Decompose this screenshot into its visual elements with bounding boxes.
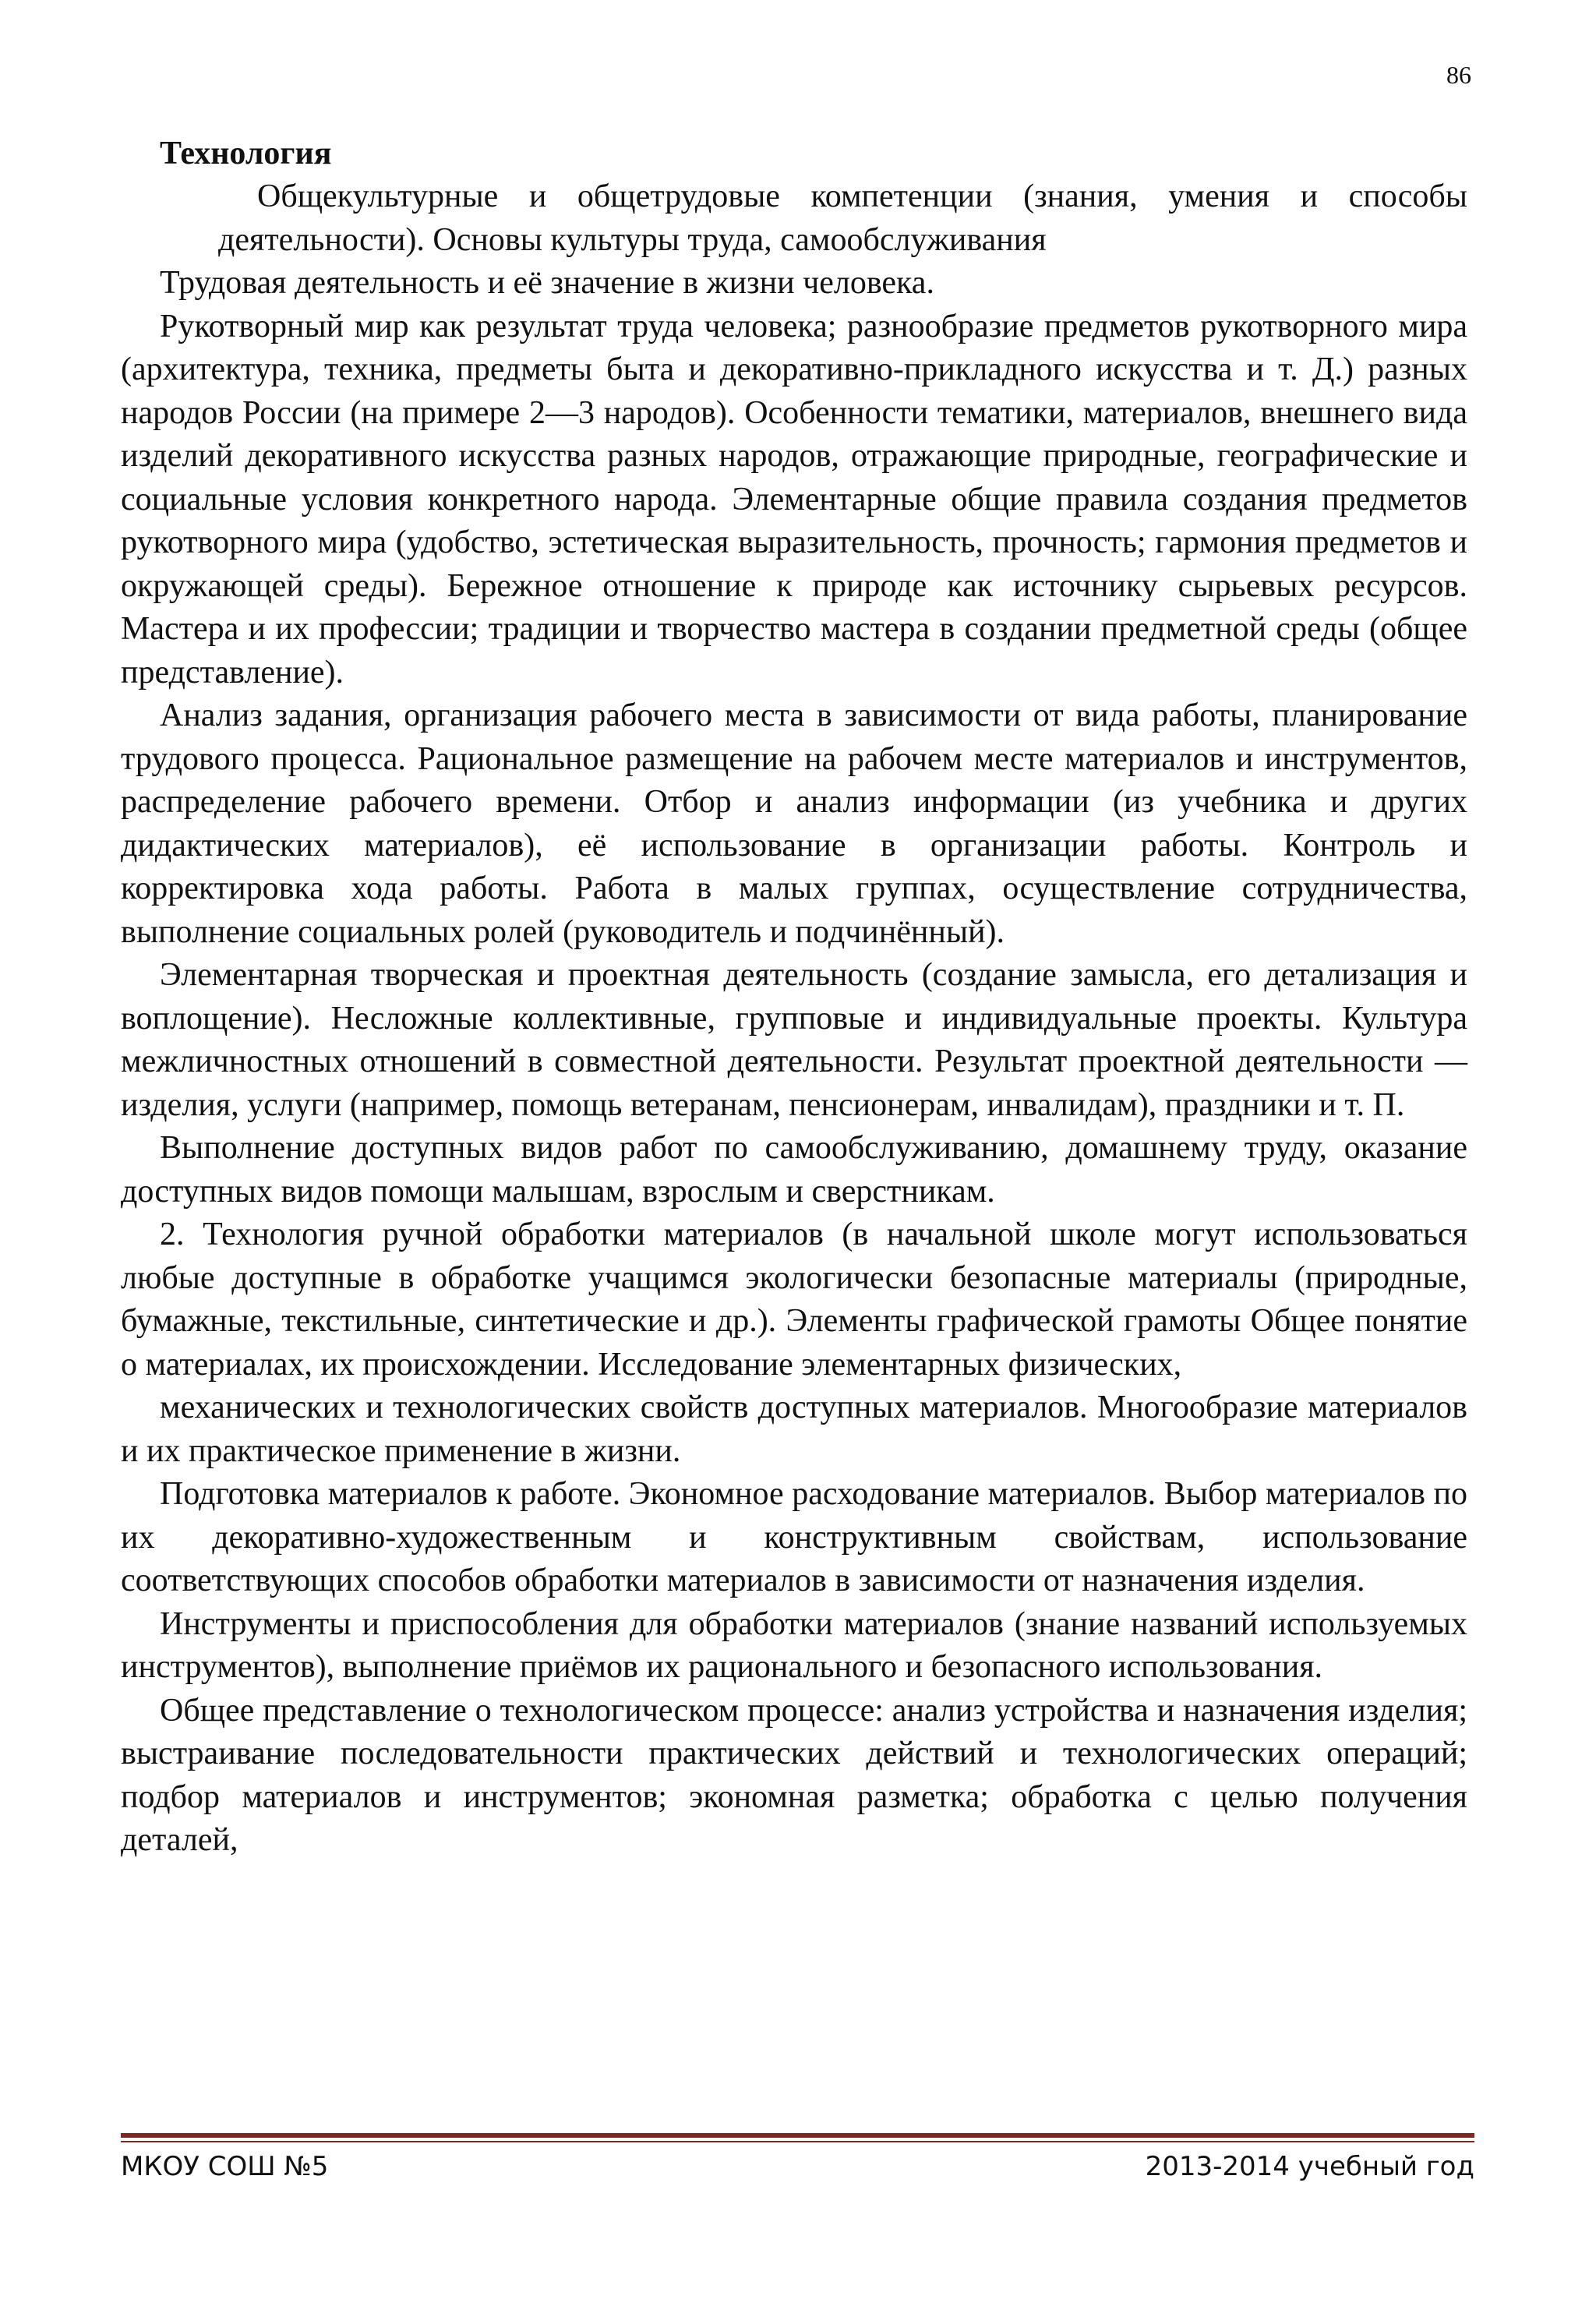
footer-school-name: МКОУ СОШ №5 [121,2151,329,2182]
paragraph: Элементарная творческая и проектная деятельность (создание замысла, его детализация и воплощение). Несложные коллективные, групповые и индивидуальные проекты. Культура межличностных отношений в совместной деятельности. Результат проектной деятельности — изделия, услуги (например, помощь ветеранам, пенсионерам, инвалидам), праздники и т. П. [121,957,1467,1123]
paragraph: Подготовка материалов к работе. Экономное расходование материалов. Выбор материалов по их декоративно-художественным и конструктивным свойствам, использование соответствующих способов обработки материалов в зависимости от назначения изделия. [121,1476,1467,1598]
paragraph: 2. Технология ручной обработки материалов (в начальной школе могут использоваться любые доступные в обработке учащимся экологически безопасные материалы (природные, бумажные, текстильные, синтетические и др.). Элементы графической грамоты Общее понятие о материалах, их происхождении. Исследование элементарных физических, [121,1217,1467,1383]
paragraph: Общее представление о технологическом процессе: анализ устройства и назначения изделия; выстраивание последовательности практических действий и технологических операций; подбор материалов и инструментов; экономная разметка; обработка с целью получения деталей, [121,1692,1467,1858]
paragraph: Трудовая деятельность и её значение в жизни человека. [160,265,934,301]
paragraph: механических и технологических свойств доступных материалов. Многообразие материалов и их практическое применение в жизни. [121,1390,1467,1469]
paragraph: Анализ задания, организация рабочего места в зависимости от вида работы, планирование трудового процесса. Рациональное размещение на рабочем месте материалов и инструментов, распределение рабочего времени. Отбор и анализ информации (из учебника и других дидактических материалов), её использование в организации работы. Контроль и корректировка хода работы. Работа в малых группах, осуществление сотрудничества, выполнение социальных ролей (руководитель и подчинённый). [121,698,1467,950]
section-subheading: Общекультурные и общетрудовые компетенции (знания, умения и способы деятельности). Основы культуры труда, самообслуживания [218,178,1467,258]
paragraph: Выполнение доступных видов работ по самообслуживанию, домашнему труду, оказание доступных видов помощи малышам, взрослым и сверстникам. [121,1130,1467,1210]
footer-divider [121,2133,1474,2138]
section-heading: Технология [160,136,332,171]
paragraph: Инструменты и приспособления для обработки материалов (знание названий используемых инструментов), выполнение приёмов их рационального и безопасного использования. [121,1605,1467,1685]
footer-school-year: 2013-2014 учебный год [1145,2151,1474,2182]
document-body [121,132,1467,1863]
page-footer [121,2151,1474,2182]
page-number: 86 [1446,61,1471,89]
footer-divider-thin [121,2141,1474,2142]
paragraph: Рукотворный мир как результат труда человека; разнообразие предметов рукотворного мира (архитектура, техника, предметы быта и декоративно-прикладного искусства и т. Д.) разных народов России (на примере 2—3 народов). Особенности тематики, материалов, внешнего вида изделий декоративного искусства разных народов, отражающие природные, географические и социальные условия конкретного народа. Элементарные общие правила создания предметов рукотворного мира (удобство, эстетическая выразительность, прочность; гармония предметов и окружающей среды). Бережное отношение к природе как источнику сырьевых ресурсов. Мастера и их профессии; традиции и творчество мастера в создании предметной среды (общее представление). [121,308,1467,690]
